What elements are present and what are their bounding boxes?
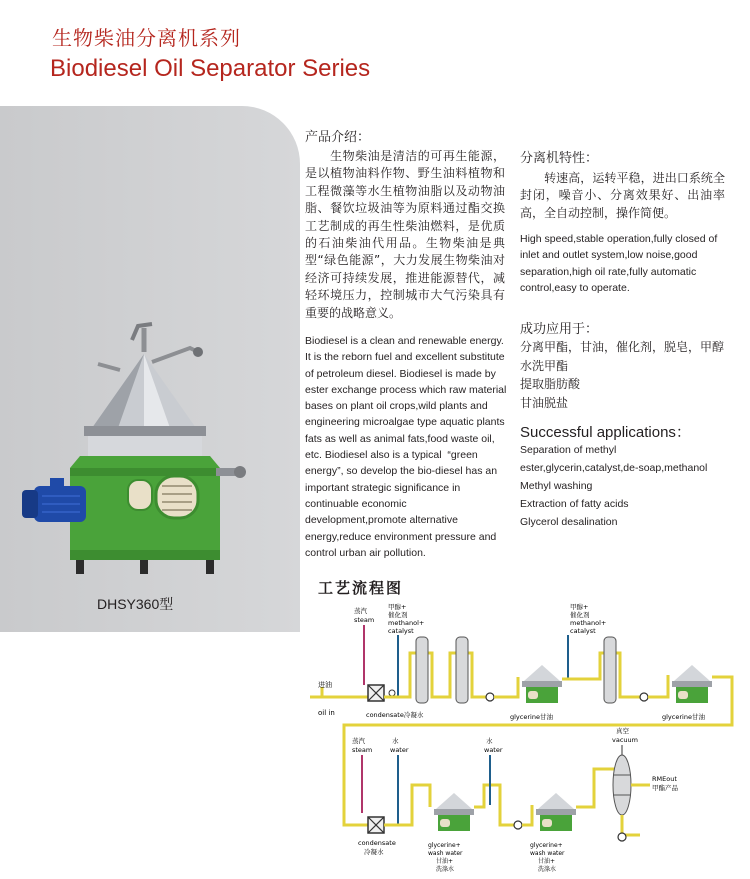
condensate-label-cn-2: 冷凝水: [364, 848, 384, 856]
list-item: Glycerol desalination: [520, 516, 618, 528]
intro-heading: 产品介绍：: [305, 130, 371, 145]
condensate-label-en-2: condensate: [358, 839, 396, 847]
steam-label-cn: 蒸汽: [354, 607, 367, 615]
list-item: 甘油脱盐: [520, 395, 569, 410]
glycerine-wash-cn-1b: 甘油+: [538, 858, 556, 865]
list-item: 提取脂肪酸: [520, 377, 581, 391]
glycerine-wash-cn-2b: 洗涤水: [538, 866, 557, 873]
water-label-cn-2: 水: [486, 737, 493, 745]
features-body-english: High speed,stable operation,fully closed of inlet and outlet system,low noise,good separation,high oil rate,fully automatic control,easy to operate.: [520, 233, 718, 294]
rme-out-label-1: RMEout: [652, 775, 677, 783]
applications-en-heading: Successful applications：: [520, 424, 691, 441]
model-label: DHSY360型: [97, 596, 174, 612]
methanol-label-cn-2b: 催化剂: [570, 611, 590, 619]
intro-body-english: Biodiesel is a clean and renewable energy. It is the reborn fuel and excellent substitute of petroleum diesel. Biodiesel is made by ester exchange process which raw material bases on plant oil crops,wild plants and engineering microalgae type aquatic plants fats as well as animal fats,food waste oil, etc. Biodiesel also is a typical “green energy”, so develop the bio-diesel has an important strategic significance in continuable economic development,promote alternative energy,reduce environment pressure and control urban air pollution.: [305, 335, 507, 559]
methanol-label-cn-2: 催化剂: [388, 611, 408, 619]
vacuum-label-en: vacuum: [612, 736, 638, 744]
features-heading: 分离机特性：: [520, 151, 599, 166]
list-item: Methyl washing: [520, 480, 593, 492]
list-item: 水洗甲酯: [520, 358, 569, 373]
applications-cn-list: [520, 338, 730, 412]
water-label-cn-1: 水: [392, 737, 399, 745]
methanol-label-en-2b: catalyst: [570, 627, 596, 635]
list-item: 分离甲酯，甘油，催化剂，脱皂，甲醇: [520, 340, 725, 354]
vacuum-label-cn: 真空: [616, 727, 629, 735]
glycerine-label-2: glycerine甘油: [662, 713, 705, 721]
applications-cn-heading: 成功应用于：: [520, 322, 599, 337]
glycerine-wash-en-1b: glycerine+: [530, 842, 563, 849]
oil-in-label-cn: 进油: [318, 681, 332, 689]
process-flow-diagram: [300, 595, 740, 879]
glycerine-wash-en-2b: wash water: [530, 850, 565, 857]
methanol-label-cn-1: 甲醇+: [388, 603, 407, 611]
list-item: ester,glycerin,catalyst,de-soap,methanol: [520, 462, 708, 474]
glycerine-wash-cn-2a: 洗涤水: [436, 866, 455, 873]
water-label-en-1: water: [390, 746, 409, 754]
intro-body-chinese: 生物柴油是清洁的可再生能源，是以植物油料作物、野生油料植物和工程微藻等水生植物油脂以及动物油脂、餐饮垃圾油等为原料通过酯交换工艺制成的再生性柴油燃料，是优质的石油柴油代用品。生物柴油是典型“绿色能源”，大力发展生物柴油对经济可持续发展，推进能源替代，减轻环境压力，控制城市大气污染具有重要的战略意义。: [305, 149, 505, 320]
flow-diagram-title: 工艺流程图: [318, 579, 404, 597]
condensate-label-1: condensate冷凝水: [366, 711, 424, 719]
oil-in-label-en: oil in: [318, 709, 335, 717]
list-item: Separation of methyl: [520, 444, 617, 456]
water-label-en-2: water: [484, 746, 503, 754]
title-english: Biodiesel Oil Separator Series: [50, 55, 371, 82]
separator-machine-illustration: [20, 318, 275, 578]
methanol-label-en-2: catalyst: [388, 627, 414, 635]
methanol-label-en-1: methanol+: [388, 619, 425, 627]
methanol-label-cn-1b: 甲醇+: [570, 603, 589, 611]
steam-label-cn-2: 蒸汽: [352, 737, 365, 745]
rme-out-label-2: 甲酯产品: [652, 784, 678, 792]
methanol-label-en-1b: methanol+: [570, 619, 607, 627]
features-body-chinese: 转速高，运转平稳，进出口系统全封闭，噪音小、分离效果好、出油率高，全自动控制，操作简便。: [520, 171, 725, 220]
list-item: Extraction of fatty acids: [520, 498, 629, 510]
title-chinese: 生物柴油分离机系列: [52, 26, 241, 50]
steam-label-en-2: steam: [352, 746, 373, 754]
applications-en-list: [520, 441, 735, 531]
steam-label-en: steam: [354, 616, 375, 624]
glycerine-wash-en-2a: wash water: [428, 850, 463, 857]
glycerine-label-1: glycerine甘油: [510, 713, 553, 721]
glycerine-wash-en-1a: glycerine+: [428, 842, 461, 849]
glycerine-wash-cn-1a: 甘油+: [436, 858, 454, 865]
